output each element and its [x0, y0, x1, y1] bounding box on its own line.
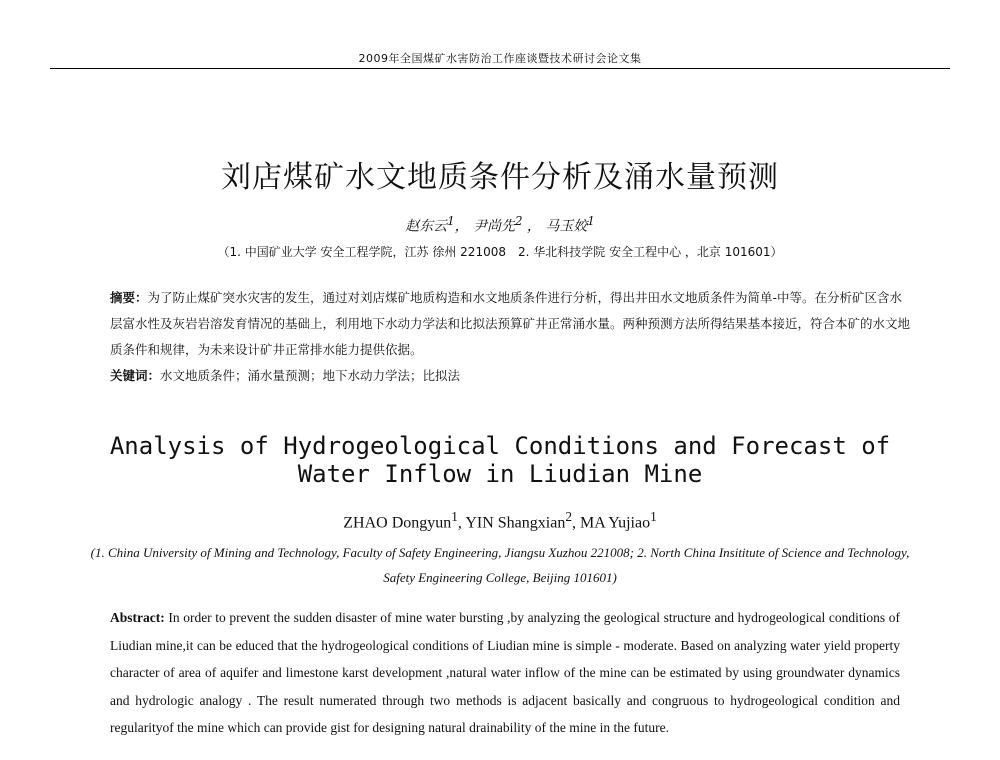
chinese-authors: 赵东云$^1$， 尹尚先$^2$ ， 马玉姣$^1$	[405, 214, 595, 235]
author-name: YIN Shangxian	[465, 514, 566, 532]
chinese-abstract-paragraph	[110, 285, 910, 363]
author-name: 赵东云	[405, 218, 448, 235]
english-abstract-label: Abstract:	[110, 610, 165, 625]
running-header: 2009年全国煤矿水害防治工作座谈暨技术研讨会论文集	[358, 52, 642, 65]
author-affil-mark: 1	[650, 509, 657, 524]
chinese-abstract-text: 为了防止煤矿突水灾害的发生，通过对刘店煤矿地质构造和水文地质条件进行分析，得出井田水文地质条件为简单-中等。在分析矿区含水层富水性及灰岩岩溶发育情况的基础上，利用地下水动力学法和比拟法预算矿井正常涌水量。两种预测方法所得结果基本接近，符合本矿的水文地质条件和规律，为未来设计矿井正常排水能力提供依据。	[110, 290, 911, 357]
english-abstract-text: In order to prevent the sudden disaster of mine water bursting ,by analyzing the geological structure and hydrogeological conditions of Liudian mine,it can be educed that the hydrogeological conditions of Liudian mine is simple - moderate. Based on analyzing water yield property character of area of aquifer and limestone karst development ,natural water inflow of the mine can be estimated by using groundwater dynamics and hydrologic analogy . The result numerated through two methods is adjacent basically and congruous to hydrogeological condition and regularityof the mine which can provide gist for designing natural drainability of the mine in the future.	[110, 610, 901, 735]
author-name: 马玉姣	[545, 218, 588, 235]
chinese-keywords-label: 关键词：	[110, 368, 161, 383]
author-name: MA Yujiao	[579, 514, 651, 532]
author-name: ZHAO Dongyun	[343, 514, 452, 532]
author-affil-mark: 1	[587, 214, 595, 228]
header-rule	[50, 68, 950, 69]
english-authors: ZHAO Dongyun$^1$, YIN Shangxian$^2$, MA Yujiao$^1$	[343, 509, 657, 532]
chinese-keywords-text: 水文地质条件；涌水量预测；地下水动力学法；比拟法	[160, 368, 461, 383]
chinese-abstract-label: 摘要：	[110, 290, 148, 305]
english-abstract	[110, 604, 900, 742]
chinese-keywords	[110, 363, 910, 389]
chinese-title: 刘店煤矿水文地质条件分析及涌水量预测	[221, 160, 779, 195]
author-affil-mark: 2	[565, 509, 572, 524]
chinese-affiliation: （1. 中国矿业大学 安全工程学院，江苏 徐州 221008 2. 华北科技学院 安全工程中心 ，北京 101601）	[217, 245, 783, 259]
author-affil-mark: 1	[447, 214, 455, 228]
author-affil-mark: 2	[515, 214, 523, 228]
author-affil-mark: 1	[451, 509, 458, 524]
english-affiliation: (1. China University of Mining and Technology, Faculty of Safety Engineering, Jiangsu Xuzhou 221008; 2. North China Insititute of Science and Technology, Safety Engineering College, Beijing 101601)	[90, 545, 910, 585]
chinese-abstract	[110, 285, 910, 389]
english-title: Analysis of Hydrogeological Conditions and Forecast of Water Inflow in Liudian Mine	[109, 432, 891, 488]
author-name: 尹尚先	[473, 218, 516, 235]
